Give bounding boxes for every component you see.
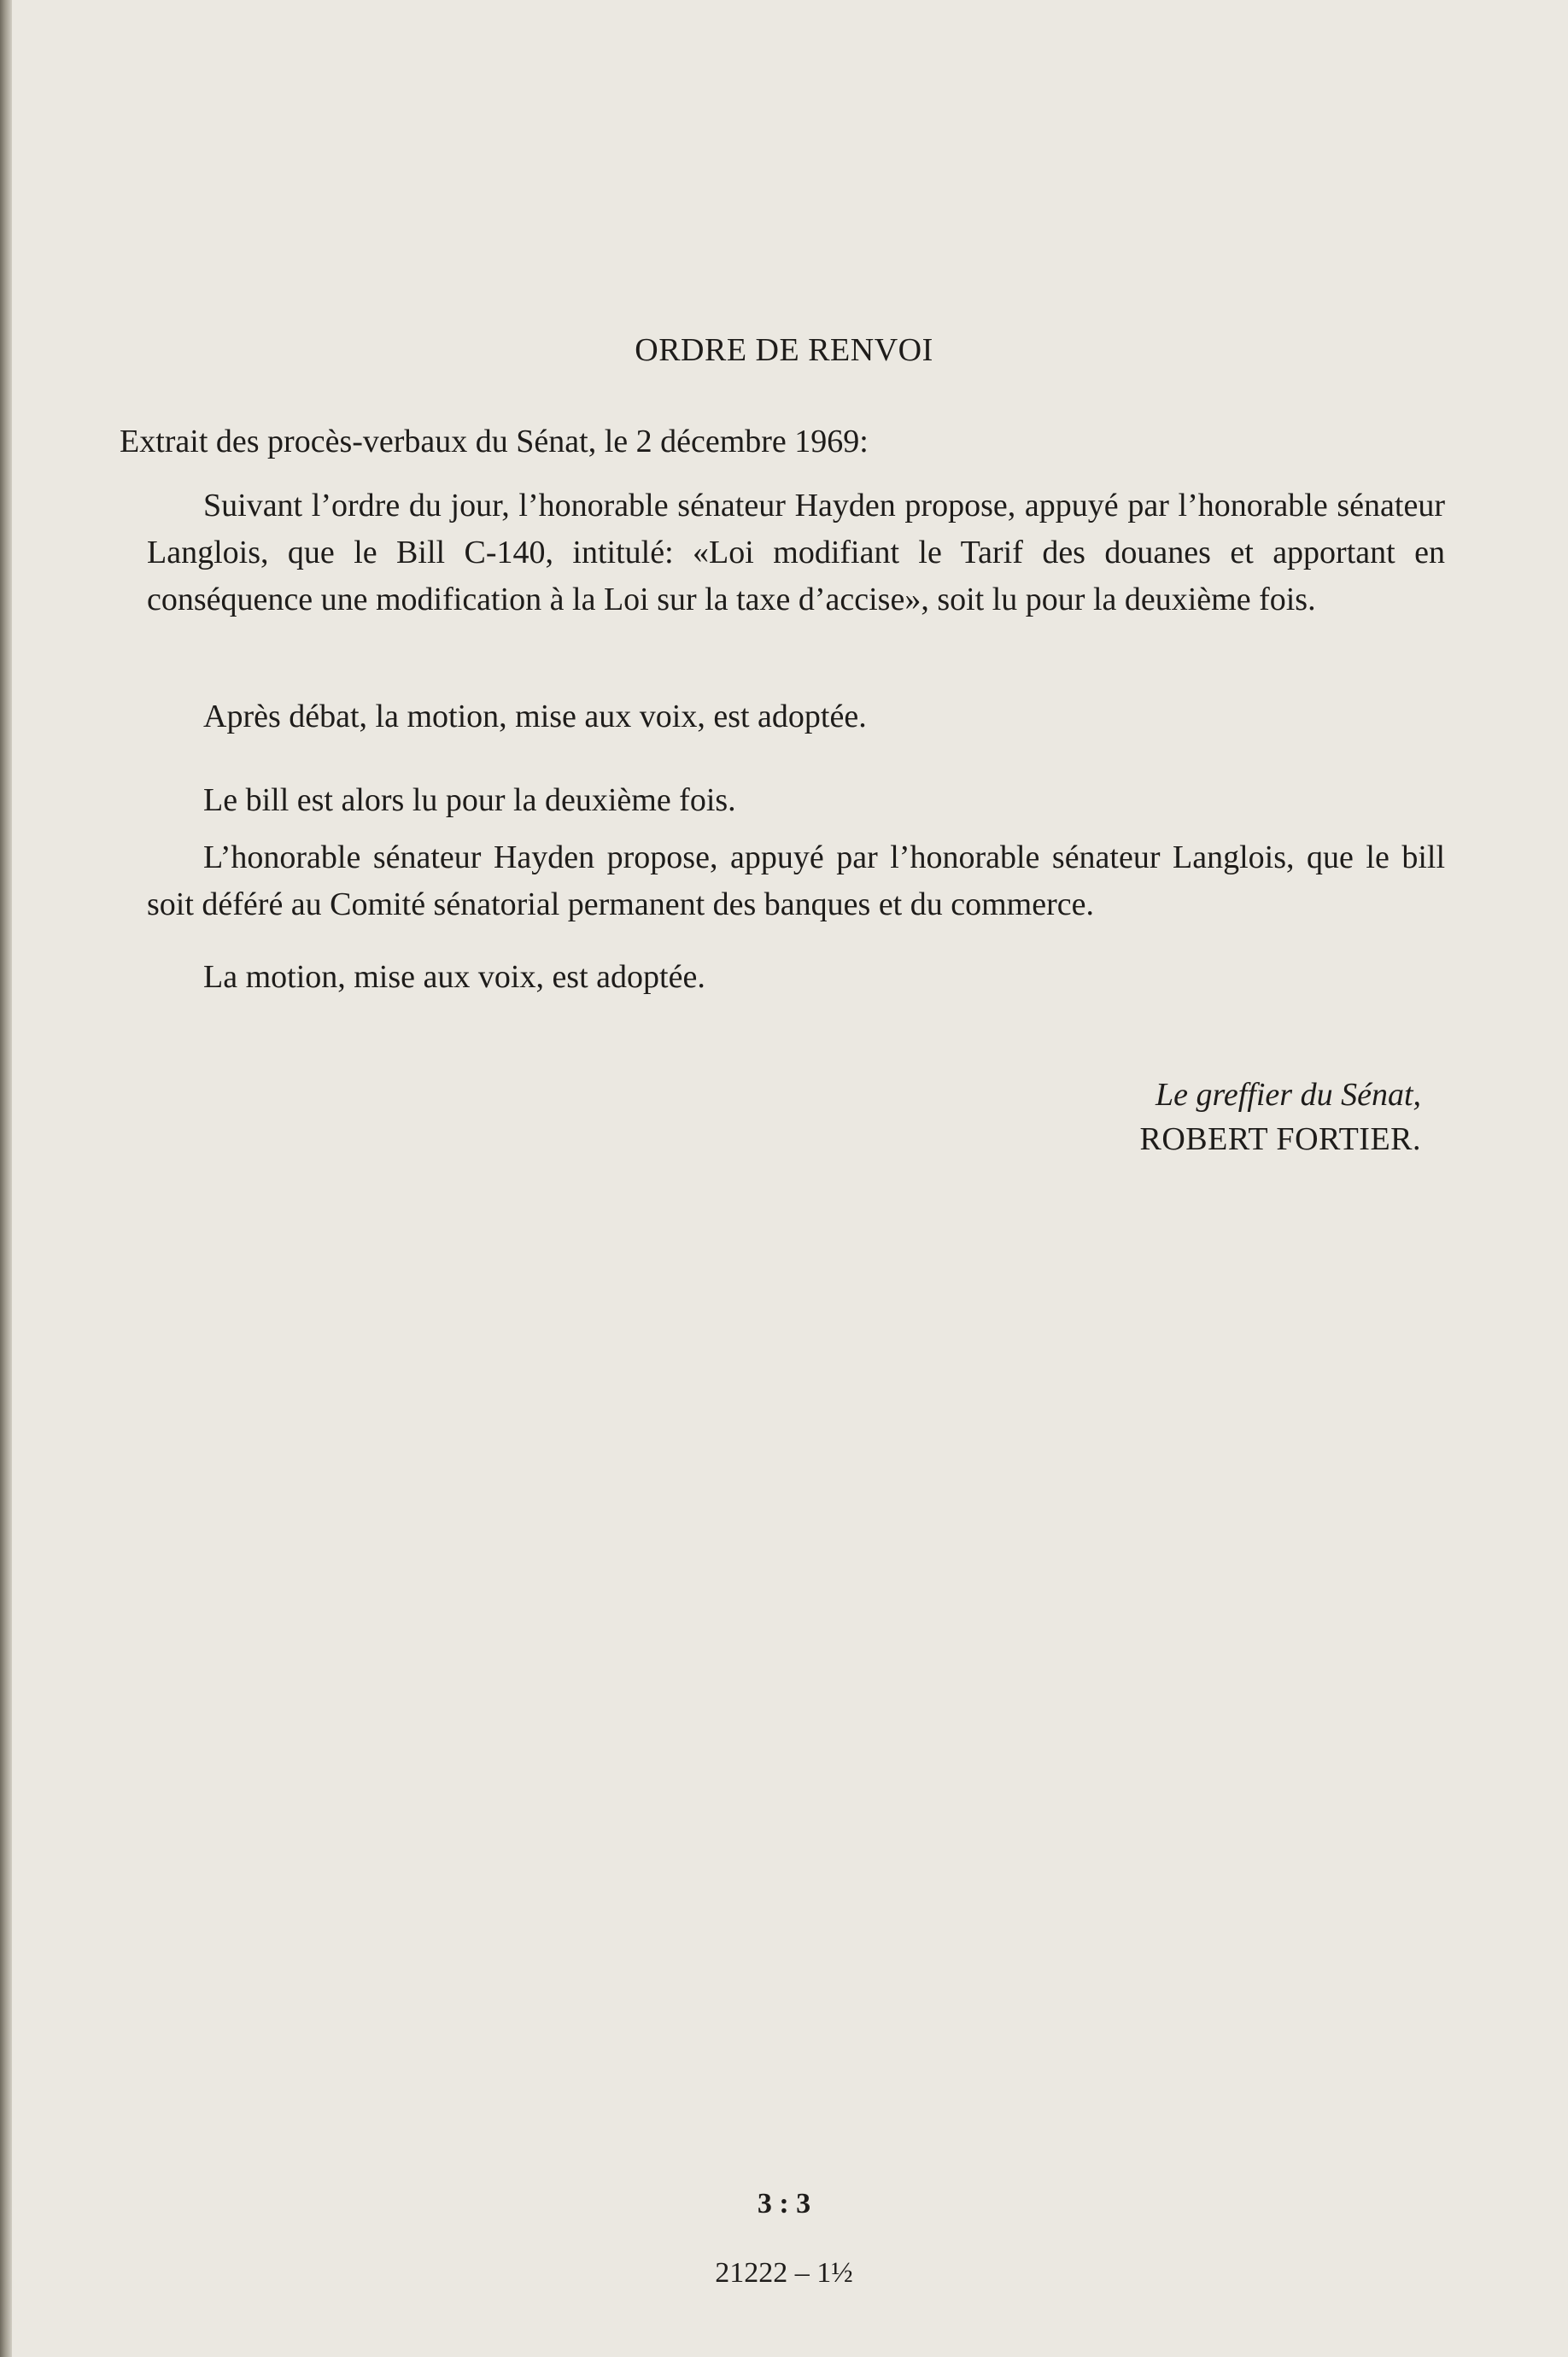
paragraph-motion: Suivant l’ordre du jour, l’honorable sénateur Hayden propose, appuyé par l’honorable sénateur Langlois, que le Bill C-140, intitulé: «Loi modifiant le Tarif des douanes et apportant en conséquence une modification à la Loi sur la taxe d’accise», soit lu pour la deuxième fois. (147, 488, 1445, 617)
document-title: ORDRE DE RENVOI (635, 332, 933, 368)
signature-title: Le greffier du Sénat, (1156, 1077, 1421, 1113)
extract-line: Extrait des procès-verbaux du Sénat, le 2 décembre 1969: (120, 424, 869, 459)
paragraph-debate: Après débat, la motion, mise aux voix, est adoptée. (203, 699, 867, 734)
page-number: 3 : 3 (757, 2188, 811, 2220)
paragraph-second-reading: Le bill est alors lu pour la deuxième fois. (203, 782, 736, 818)
print-code: 21222 – 1½ (715, 2257, 853, 2289)
paragraph-adopted: La motion, mise aux voix, est adoptée. (203, 959, 705, 995)
signature-name: ROBERT FORTIER. (1139, 1121, 1421, 1157)
paragraph-referral: L’honorable sénateur Hayden propose, appuyé par l’honorable sénateur Langlois, que le bill soit déféré au Comité sénatorial permanent des banques et du commerce. (147, 839, 1445, 922)
